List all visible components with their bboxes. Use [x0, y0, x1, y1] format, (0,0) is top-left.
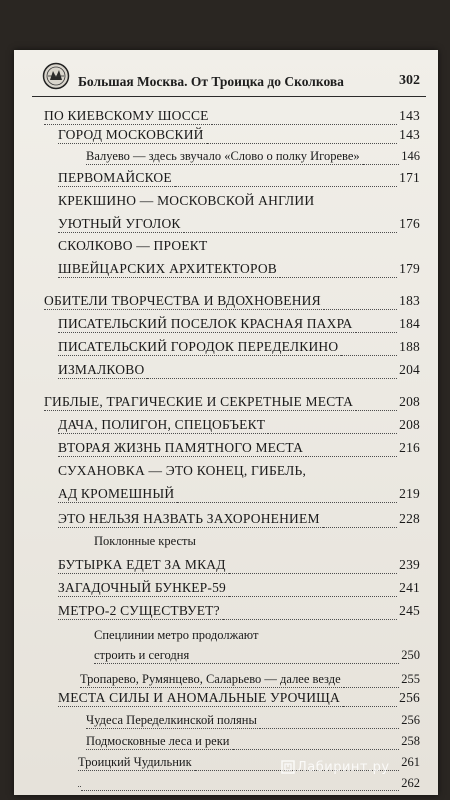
toc-entry-title: ГОРОД МОСКОВСКИЙ — [58, 127, 207, 144]
toc-entry[interactable] — [78, 776, 420, 791]
toc-entry-title: строить и сегодня — [94, 648, 192, 664]
toc-entry-title: Тропарево, Румянцево, Саларьево — далее везде — [80, 672, 344, 688]
toc-entry-page: 146 — [401, 149, 420, 163]
toc-entry[interactable] — [58, 316, 420, 333]
toc-entry[interactable] — [58, 261, 420, 278]
toc-entry[interactable] — [44, 293, 420, 310]
toc-leader — [147, 362, 397, 379]
toc-entry-page: 258 — [401, 734, 420, 748]
toc-entry-title: ЭТО НЕЛЬЗЯ НАЗВАТЬ ЗАХОРОНЕНИЕМ — [58, 511, 323, 528]
toc-entry-page: 256 — [401, 713, 420, 727]
toc-entry[interactable] — [58, 170, 420, 187]
toc-entry-title: МЕСТА СИЛЫ И АНОМАЛЬНЫЕ УРОЧИЩА — [58, 690, 343, 707]
toc-entry-page: 143 — [399, 108, 420, 123]
toc-entry[interactable] — [86, 149, 420, 165]
toc-entry-page: 250 — [401, 648, 420, 662]
toc-entry[interactable] — [58, 362, 420, 379]
toc-entry-page: 184 — [399, 316, 420, 331]
toc-entry-title[interactable]: Спецлинии метро продолжают — [94, 628, 259, 642]
toc-entry-title[interactable]: СКОЛКОВО — ПРОЕКТ — [58, 238, 208, 253]
toc-entry[interactable] — [44, 108, 420, 125]
toc-entry-title: ПЕРВОМАЙСКОЕ — [58, 170, 175, 187]
toc-leader — [81, 776, 399, 791]
toc-entry-title: ЗАГАДОЧНЫЙ БУНКЕР-59 — [58, 580, 229, 597]
toc-leader — [229, 557, 397, 574]
toc-entry-page: 262 — [401, 776, 420, 790]
toc-leader — [268, 417, 397, 434]
running-header-title: Большая Москва. От Троицка до Сколкова — [78, 74, 344, 89]
toc-leader — [175, 170, 397, 187]
toc-leader — [207, 127, 398, 144]
toc-entry-title: ИЗМАЛКОВО — [58, 362, 147, 379]
toc-entry[interactable] — [58, 127, 420, 144]
toc-entry-title: АД КРОМЕШНЫЙ — [58, 486, 177, 503]
toc-entry[interactable] — [58, 557, 420, 574]
toc-leader — [229, 580, 397, 597]
coat-of-arms-icon — [42, 62, 70, 90]
toc-entry-title: ГИБЛЫЕ, ТРАГИЧЕСКИЕ И СЕКРЕТНЫЕ МЕСТА — [44, 394, 356, 411]
toc-entry-title: ВТОРАЯ ЖИЗНЬ ПАМЯТНОГО МЕСТА — [58, 440, 306, 457]
toc-entry-title: ПИСАТЕЛЬСКИЙ ГОРОДОК ПЕРЕДЕЛКИНО — [58, 339, 341, 356]
toc-entry-title[interactable]: Поклонные кресты — [94, 534, 196, 548]
toc-entry-page: 245 — [399, 603, 420, 618]
toc-entry-page: 176 — [399, 216, 420, 231]
toc-entry[interactable] — [58, 440, 420, 457]
labyrint-logo-icon — [280, 759, 296, 775]
toc-entry[interactable] — [58, 603, 420, 620]
toc-entry-title: Валуево — здесь звучало «Слово о полку Игореве» — [86, 149, 363, 165]
toc-leader — [324, 293, 397, 310]
toc-leader — [306, 440, 397, 457]
toc-entry[interactable] — [86, 713, 420, 729]
toc-leader — [184, 216, 398, 233]
toc-entry-title: Подмосковные леса и реки — [86, 734, 233, 750]
toc-leader — [260, 713, 399, 729]
toc-entry-title: ОБИТЕЛИ ТВОРЧЕСТВА И ВДОХНОВЕНИЯ — [44, 293, 324, 310]
toc-leader — [343, 690, 397, 707]
toc-entry-title: ШВЕЙЦАРСКИХ АРХИТЕКТОРОВ — [58, 261, 280, 278]
toc-leader — [363, 149, 400, 165]
toc-entry-page: 143 — [399, 127, 420, 142]
toc-entry-title: ДАЧА, ПОЛИГОН, СПЕЦОБЪЕКТ — [58, 417, 268, 434]
toc-entry-page: 171 — [399, 170, 420, 185]
toc-leader — [233, 734, 400, 750]
toc-entry-title: Чудеса Переделкинской поляны — [86, 713, 260, 729]
toc-entry-page: 255 — [401, 672, 420, 686]
toc-entry-page: 239 — [399, 557, 420, 572]
toc-leader — [177, 486, 397, 503]
toc-entry[interactable] — [58, 216, 420, 233]
toc-entry[interactable] — [58, 511, 420, 528]
toc-entry-page: 208 — [399, 417, 420, 432]
toc-entry[interactable] — [58, 580, 420, 597]
toc-entry[interactable] — [86, 734, 420, 750]
toc-entry-page: 241 — [399, 580, 420, 595]
toc-leader — [356, 394, 397, 411]
toc-entry-title[interactable]: КРЕКШИНО — МОСКОВСКОЙ АНГЛИИ — [58, 193, 315, 208]
toc-entry-page: 256 — [399, 690, 420, 705]
toc-entry-title: БУТЫРКА ЕДЕТ ЗА МКАД — [58, 557, 229, 574]
toc-entry-title[interactable]: СУХАНОВКА — ЭТО КОНЕЦ, ГИБЕЛЬ, — [58, 463, 307, 478]
toc-entry[interactable] — [80, 672, 420, 688]
toc-entry-title: ПИСАТЕЛЬСКИЙ ПОСЕЛОК КРАСНАЯ ПАХРА — [58, 316, 356, 333]
toc-entry-page: 183 — [399, 293, 420, 308]
toc-entry[interactable] — [58, 339, 420, 356]
toc-entry-page: 204 — [399, 362, 420, 377]
toc-entry-page: 208 — [399, 394, 420, 409]
toc-entry[interactable] — [58, 690, 420, 707]
toc-entry-title: УЮТНЫЙ УГОЛОК — [58, 216, 184, 233]
toc-entry-page: 219 — [399, 486, 420, 501]
toc-leader — [192, 648, 399, 664]
toc-entry-page: 228 — [399, 511, 420, 526]
toc-entry[interactable] — [94, 648, 420, 664]
toc-entry-page: 179 — [399, 261, 420, 276]
toc-entry-page: 188 — [399, 339, 420, 354]
toc-leader — [280, 261, 397, 278]
toc-leader — [356, 316, 398, 333]
toc-leader — [212, 108, 398, 125]
toc-leader — [323, 511, 397, 528]
toc-entry-title: Троицкий Чудильник — [78, 755, 195, 771]
toc-entry-page: 261 — [401, 755, 420, 769]
toc-leader — [344, 672, 400, 688]
toc-entry[interactable] — [58, 417, 420, 434]
book-page — [14, 50, 438, 795]
toc-entry[interactable] — [58, 486, 420, 503]
toc-leader — [223, 603, 397, 620]
toc-leader — [341, 339, 397, 356]
toc-entry-title: МЕТРО-2 СУЩЕСТВУЕТ? — [58, 603, 223, 620]
running-header — [32, 60, 426, 97]
watermark: Лабиринт.ру — [297, 760, 390, 775]
toc-entry[interactable] — [44, 394, 420, 411]
page-number: 302 — [399, 73, 420, 88]
toc-entry-page: 216 — [399, 440, 420, 455]
toc-entry-title: ПО КИЕВСКОМУ ШОССЕ — [44, 108, 212, 125]
